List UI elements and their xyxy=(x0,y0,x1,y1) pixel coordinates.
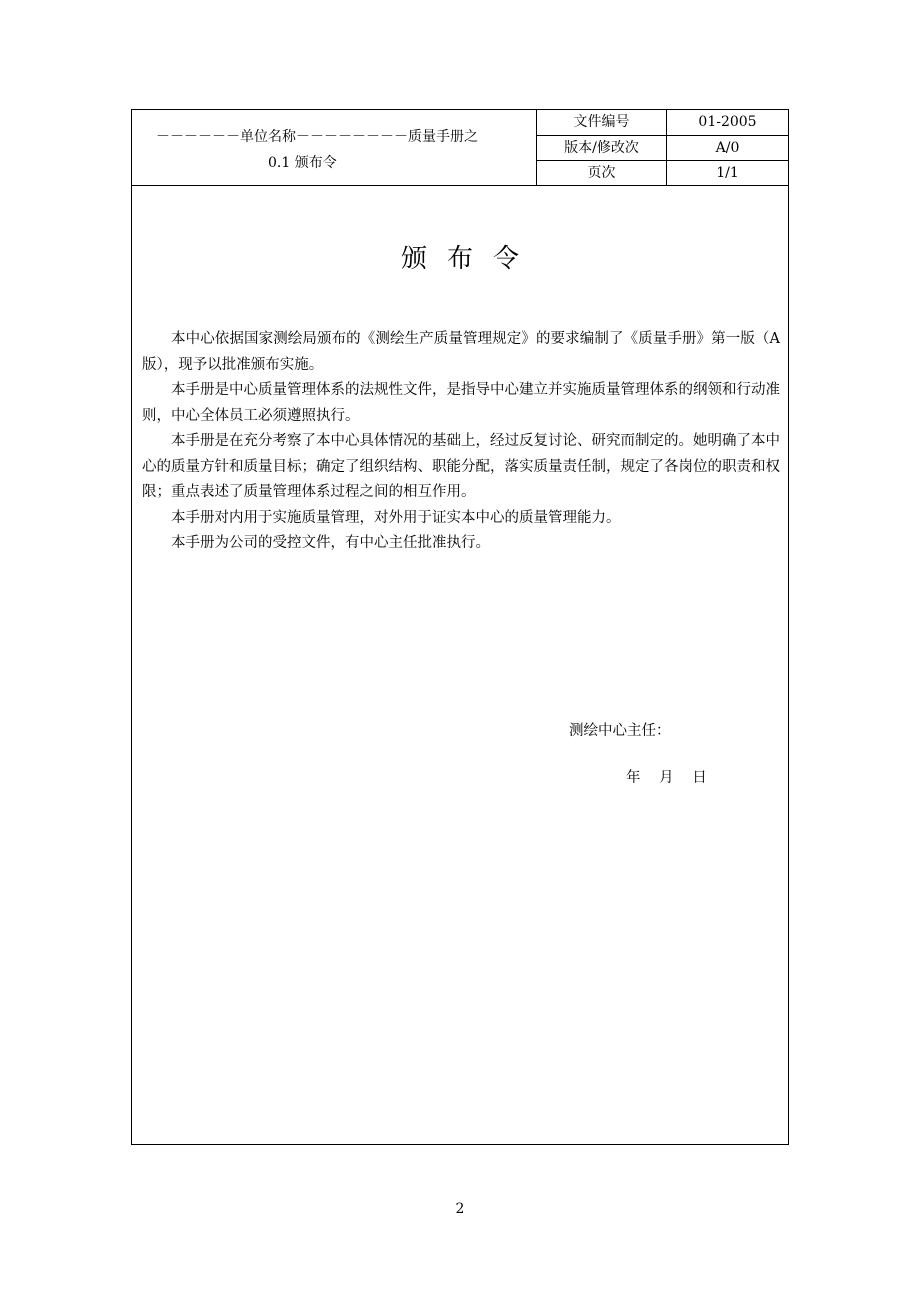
paragraph: 本手册是在充分考察了本中心具体情况的基础上，经过反复讨论、研究而制定的。她明确了本中心的质量方针和质量目标；确定了组织结构、职能分配，落实质量责任制，规定了各岗位的职责和权限；重点表述了质量管理体系过程之间的相互作用。 xyxy=(142,433,780,500)
page-number: 2 xyxy=(455,1201,465,1217)
page-value: 1/1 xyxy=(716,165,739,181)
header-info-table xyxy=(537,110,788,185)
header-title-line2: 0.1 颁布令 xyxy=(268,155,337,171)
document-header xyxy=(132,110,788,186)
header-title-cell xyxy=(132,110,537,185)
signature-label: 测绘中心主任： xyxy=(569,723,671,739)
paragraph: 本手册是中心质量管理体系的法规性文件，是指导中心建立并实施质量管理体系的纲领和行动准则，中心全体员工必须遵照执行。 xyxy=(142,382,780,424)
version-label: 版本/修改次 xyxy=(537,136,667,161)
file-number-label: 文件编号 xyxy=(537,110,667,135)
paragraph: 本手册为公司的受控文件，有中心主任批准执行。 xyxy=(171,535,490,551)
document-title: 颁布令 xyxy=(400,244,539,274)
paragraph: 本中心依据国家测绘局颁布的《测绘生产质量管理规定》的要求编制了《质量手册》第一版（A版），现予以批准颁布实施。 xyxy=(142,331,780,373)
header-row-file-number xyxy=(537,110,788,135)
header-row-version xyxy=(537,135,788,161)
document-frame xyxy=(131,109,789,1145)
date-label: 年 月 日 xyxy=(626,770,707,786)
paragraph: 本手册对内用于实施质量管理，对外用于证实本中心的质量管理能力。 xyxy=(171,509,621,526)
header-title-line1: －－－－－－单位名称－－－－－－－－质量手册之 xyxy=(156,129,478,145)
document-body xyxy=(142,327,780,557)
page-label: 页次 xyxy=(537,161,667,186)
header-row-page xyxy=(537,160,788,186)
file-number-value: 01-2005 xyxy=(698,114,757,130)
version-value: A/0 xyxy=(715,140,740,156)
